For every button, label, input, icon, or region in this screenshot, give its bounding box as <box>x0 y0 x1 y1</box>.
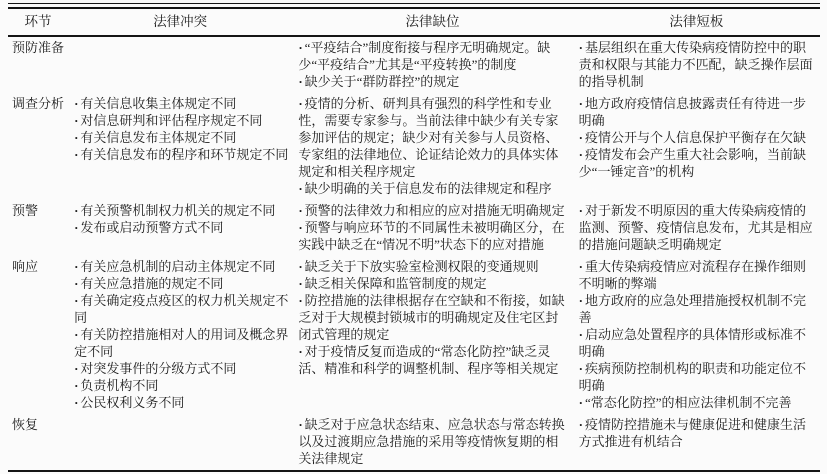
bullet-item: · 缺乏关于下放实验室检测权限的变通规则 <box>298 258 569 275</box>
column-header-legal-absence: 法律缺位 <box>292 8 572 36</box>
bullet-item: · 地方政府疫情信息披露责任有待进一步明确 <box>579 95 817 129</box>
bullet-item: · 对于新发不明原因的重大传染病疫情的监测、预警、疫情信息发布，尤其是相应的措施问题缺乏明确规定 <box>579 202 817 253</box>
legal-analysis-table <box>8 7 820 472</box>
legal-shortcoming-cell <box>573 200 820 256</box>
table-top-thin-rule <box>8 3 820 4</box>
column-header-legal-shortcoming: 法律短板 <box>573 8 820 36</box>
bullet-item: · 疫情的分析、研判具有强烈的科学性和专业性，需要专家参与。当前法律中缺少有关专家参加评估的规定；缺少对有关参与人员资格、专家组的法律地位、论证结论效力的具体实体规定和相关程序规定 <box>298 95 569 180</box>
bullet-item: · 缺乏相关保障和监管制度的规定 <box>298 275 569 292</box>
table-row <box>8 36 820 93</box>
legal-absence-cell <box>292 200 572 256</box>
bullet-item: · 有关防控措施相对人的用词及概念界定不同 <box>74 326 289 360</box>
column-header-legal-conflict: 法律冲突 <box>68 8 292 36</box>
legal-conflict-cell <box>68 36 292 93</box>
legal-absence-cell <box>292 93 572 200</box>
bullet-item: · 有关预警机制权力机关的规定不同 <box>74 202 289 219</box>
bullet-item: · 缺少关于“群防群控”的规定 <box>298 73 569 90</box>
legal-absence-cell <box>292 256 572 414</box>
stage-cell: 预警 <box>12 203 39 218</box>
legal-shortcoming-cell <box>573 256 820 414</box>
bullet-item: · 疾病预防控制机构的职责和功能定位不明确 <box>579 360 817 394</box>
bullet-item: · 有关信息发布主体规定不同 <box>74 129 289 146</box>
bullet-item: · 负责机构不同 <box>74 377 289 394</box>
column-header-stage: 环节 <box>8 8 68 36</box>
bullet-item: · 缺乏对于应急状态结束、应急状态与常态转换以及过渡期应急措施的采用等疫情恢复期的相关法律规定 <box>298 416 569 467</box>
bullet-item: · 发布或启动预警方式不同 <box>74 219 289 236</box>
bullet-item: · 有关应急机制的启动主体规定不同 <box>74 258 289 275</box>
bullet-item: · 预警与响应环节的不同属性未被明确区分，在实践中缺乏在“情况不明”状态下的应对措施 <box>298 219 569 253</box>
stage-cell: 响应 <box>12 259 39 274</box>
stage-cell: 预防准备 <box>12 40 65 55</box>
bullet-item: · 启动应急处置程序的具体情形或标准不明确 <box>579 326 817 360</box>
stage-cell: 调查分析 <box>12 96 65 111</box>
bullet-item: · 对突发事件的分级方式不同 <box>74 360 289 377</box>
stage-cell: 恢复 <box>12 417 39 432</box>
bullet-item: · 有关确定疫点疫区的权力机关规定不同 <box>74 292 289 326</box>
table-row <box>8 200 820 256</box>
bullet-item: · 重大传染病疫情应对流程存在操作细则不明晰的弊端 <box>579 258 817 292</box>
legal-shortcoming-cell <box>573 414 820 471</box>
bullet-item: · 公民权利义务不同 <box>74 394 289 411</box>
legal-conflict-cell <box>68 93 292 200</box>
table-row <box>8 414 820 471</box>
legal-conflict-cell <box>68 414 292 471</box>
bullet-item: · 预警的法律效力和相应的应对措施无明确规定 <box>298 202 569 219</box>
legal-conflict-cell <box>68 256 292 414</box>
bullet-item: · 缺少明确的关于信息发布的法律规定和程序 <box>298 180 569 197</box>
header-row <box>8 8 820 36</box>
bullet-item: · 有关信息收集主体规定不同 <box>74 95 289 112</box>
table-row <box>8 93 820 200</box>
bullet-item: · 对于疫情反复而造成的“常态化防控”缺乏灵活、精准和科学的调整机制、程序等相关规定 <box>298 343 569 377</box>
bullet-item: · 基层组织在重大传染病疫情防控中的职责和权限与其能力不匹配，缺乏操作层面的指导机制 <box>579 39 817 90</box>
bullet-item: · 疫情公开与个人信息保护平衡存在欠缺 <box>579 129 817 146</box>
bullet-item: · “常态化防控”的相应法律机制不完善 <box>579 394 817 411</box>
bullet-item: · 地方政府的应急处理措施授权机制不完善 <box>579 292 817 326</box>
legal-shortcoming-cell <box>573 36 820 93</box>
legal-shortcoming-cell <box>573 93 820 200</box>
bullet-item: · “平疫结合”制度衔接与程序无明确规定。缺少“平疫结合”尤其是“平疫转换”的制度 <box>298 39 569 73</box>
bullet-item: · 对信息研判和评估程序规定不同 <box>74 112 289 129</box>
bullet-item: · 有关应急措施的规定不同 <box>74 275 289 292</box>
legal-absence-cell <box>292 414 572 471</box>
bullet-item: · 疫情发布会产生重大社会影响，当前缺少“一锤定音”的机构 <box>579 146 817 180</box>
legal-absence-cell <box>292 36 572 93</box>
bullet-item: · 防控措施的法律根据存在空缺和不衔接，如缺乏对于大规模封锁城市的明确规定及住宅区封闭式管理的规定 <box>298 292 569 343</box>
bullet-item: · 有关信息发布的程序和环节规定不同 <box>74 146 289 163</box>
legal-conflict-cell <box>68 200 292 256</box>
bullet-item: · 疫情防控措施未与健康促进和健康生活方式推进有机结合 <box>579 416 817 450</box>
table-row <box>8 256 820 414</box>
